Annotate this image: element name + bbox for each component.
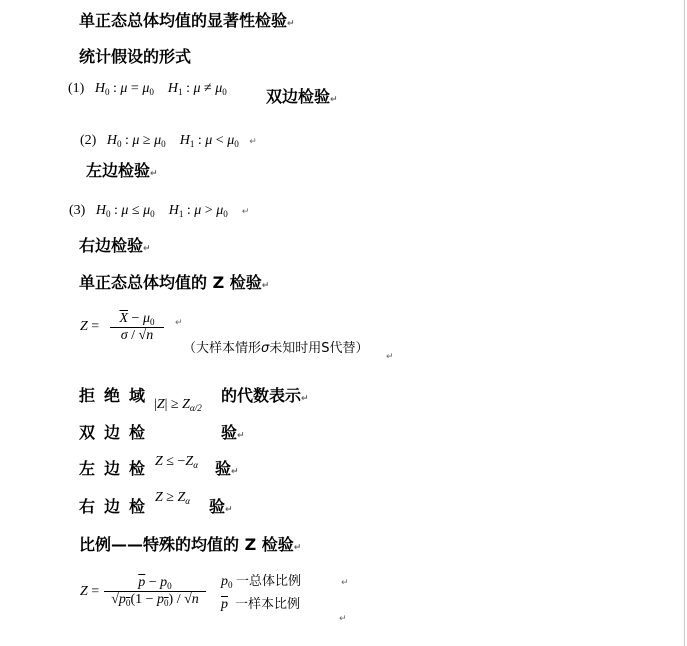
left-sided-test-row: 左边检 xyxy=(79,459,155,478)
right-sided-test-row: 右边检 xyxy=(79,497,155,516)
hypothesis-two-sided: (1) $H_0$ : $\mu = \mu_0$ $H_1$ : $\mu \ne \mu_0$ xyxy=(68,81,227,98)
para-mark: ↵ xyxy=(339,614,347,624)
p0-legend: $p_0$ 一总体比例 xyxy=(221,574,302,591)
proportion-fraction: $\frac{\overline{p} - p_0}{√p_0(1 - p_0) / √n}$ xyxy=(104,575,206,608)
para-mark: ↵ xyxy=(175,318,183,328)
two-sided-label: 双边检验↵ xyxy=(266,87,338,106)
page-border xyxy=(684,0,685,646)
right-sided-test-suffix: 验↵ xyxy=(209,497,233,516)
para-mark: ↵ xyxy=(386,352,394,362)
left-sided-region: $Z \le -Z_\alpha$ xyxy=(155,454,198,471)
rejection-region-label: 拒绝域 xyxy=(79,386,155,405)
left-sided-test-suffix: 验↵ xyxy=(215,459,239,478)
hypothesis-left-sided: (2) $H_0$ : $\mu \ge \mu_0$ $H_1$ : $\mu < \mu_0$ ↵ xyxy=(80,133,257,150)
hypothesis-right-sided: (3) $H_0$ : $\mu \le \mu_0$ $H_1$ : $\mu > \mu_0$ ↵ xyxy=(69,203,250,220)
algebraic-representation-label: 的代数表示↵ xyxy=(221,386,309,405)
two-sided-region: $|Z| \ge Z_{\alpha/2}$ xyxy=(154,397,202,414)
left-sided-label: 左边检验↵ xyxy=(86,161,158,180)
proportion-z-formula: Z = xyxy=(80,584,100,599)
z-test-heading: 单正态总体均值的 Z 检验↵ xyxy=(79,273,270,292)
two-sided-test-row: 双边检 xyxy=(79,423,155,442)
right-sided-region: $Z \ge Z_\alpha$ xyxy=(155,490,191,507)
p-bar-legend: $\overline{p}$ 一样本比例 xyxy=(221,597,301,612)
right-sided-label: 右边检验↵ xyxy=(79,236,151,255)
z-statistic-formula: Z = xyxy=(80,319,100,334)
two-sided-test-suffix: 验↵ xyxy=(221,423,245,442)
z-fraction: $\frac{\overline{X} - \mu_0}{\sigma / √n}$ xyxy=(110,311,164,344)
z-note: （大样本情形σ未知时用S代替） xyxy=(183,341,369,356)
section-title: 单正态总体均值的显著性检验↵ xyxy=(79,11,295,30)
para-mark: ↵ xyxy=(341,578,349,588)
proportion-z-test-heading: 比例——特殊的均值的 Z 检验↵ xyxy=(79,535,302,554)
hypothesis-forms-heading: 统计假设的形式 xyxy=(79,47,192,66)
